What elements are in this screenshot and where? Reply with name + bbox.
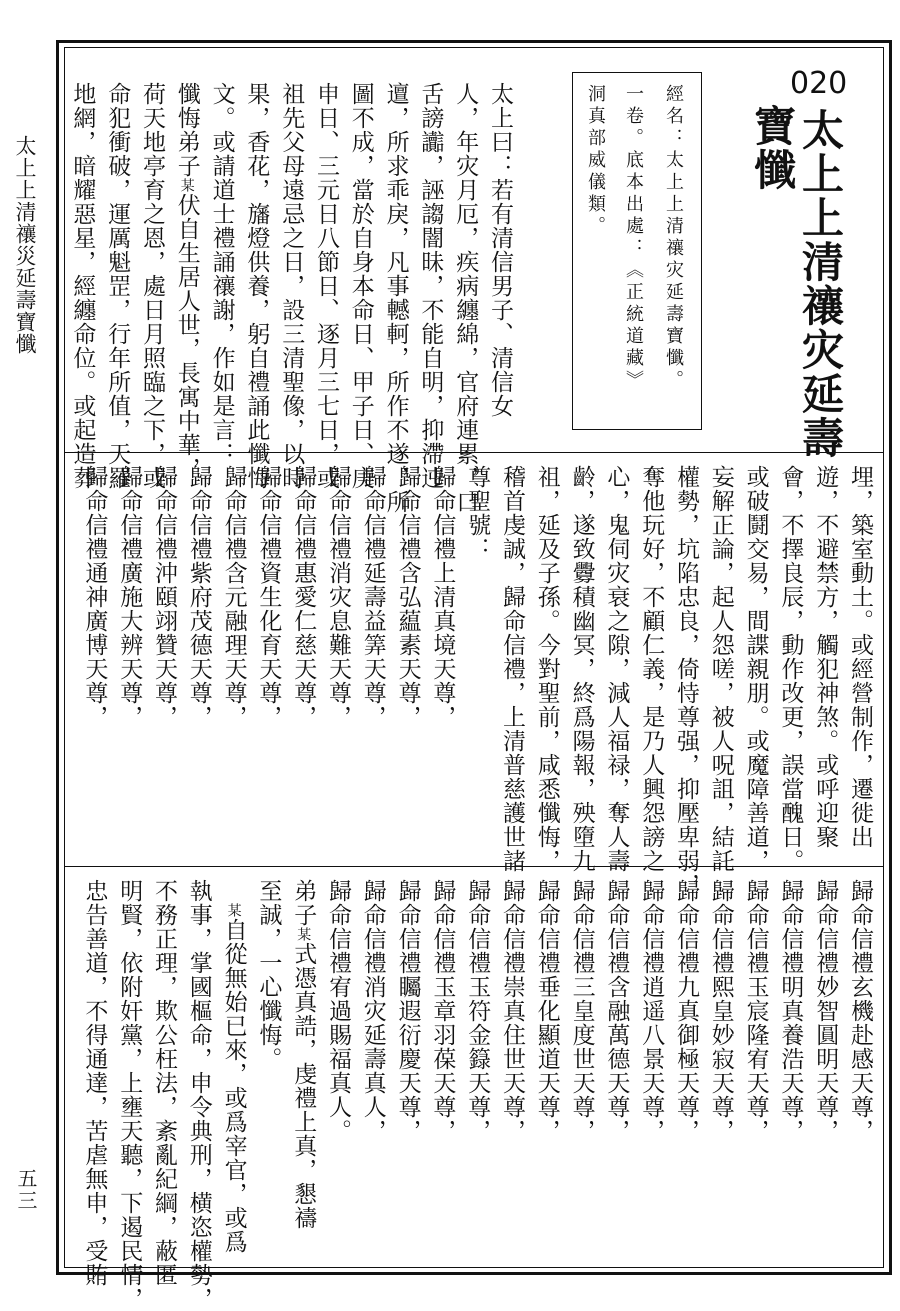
text-column: 歸命信禮崇真住世天尊， bbox=[499, 879, 525, 1143]
text-column: 歸命信禮上清真境天尊， bbox=[429, 465, 456, 729]
text-column: 歸命信禮玉宸隆宥天尊， bbox=[742, 879, 769, 1143]
text-column: 歸命信禮含元融理天尊， bbox=[220, 465, 247, 729]
text-column: 歸命信禮玉章羽葆天尊， bbox=[429, 879, 456, 1143]
text-column: 不務正理，欺公枉法，紊亂紀綱，蔽匿 bbox=[151, 879, 177, 1287]
text-column: 歸命信禮矚遐衍慶天尊， bbox=[394, 879, 421, 1143]
text-column: 明賢，依附奸黨，上壅天聽，下遏民情， bbox=[116, 879, 143, 1311]
text-column: 權勢，坑陷忠良，倚恃尊强，抑壓卑弱， bbox=[673, 465, 699, 897]
title-line-1: 太上上清禳灾延壽 bbox=[796, 108, 845, 460]
text-column: 歸命信禮三皇度世天尊， bbox=[568, 879, 595, 1143]
text-column: 執事，掌國樞命，申令典刑，横恣權勢， bbox=[185, 879, 212, 1311]
text-column: 歸命信禮消灾延壽真人， bbox=[359, 879, 386, 1143]
note-line: 經名：太上上清禳灾延壽寶懺。 bbox=[663, 84, 684, 392]
text-column: 遊，不避禁方，觸犯神煞。或呼迎聚 bbox=[812, 465, 839, 849]
text-column: 心，鬼伺灾衰之隙，減人福禄，奪人壽 bbox=[603, 465, 630, 873]
text-column: 人，年灾月厄，疾病纏綿，官府連累，口 bbox=[452, 82, 479, 514]
text-number: 020 bbox=[790, 66, 848, 101]
text-column: 果，香花，旛燈供養，躬自禮誦此懺悔 bbox=[243, 82, 270, 490]
text-column: 歸命信禮熙皇妙寂天尊， bbox=[707, 879, 734, 1143]
text-column: 歸命信禮沖頤翊贊天尊， bbox=[151, 465, 177, 729]
text-column: 歸命信禮廣施大辨天尊， bbox=[116, 465, 143, 729]
text-column: 歸命信禮妙智圓明天尊， bbox=[812, 879, 839, 1143]
text-column: 歸命信禮宥過賜福真人。 bbox=[325, 879, 351, 1143]
text-column: 歸命信禮明真養浩天尊， bbox=[777, 879, 804, 1143]
text-column: 歸命信禮垂化顯道天尊， bbox=[533, 879, 560, 1143]
text-column: 圖不成，當於自身本命日、甲子日、庚 bbox=[347, 82, 374, 490]
text-column: 歸命信禮紫府茂德天尊， bbox=[185, 465, 212, 729]
note-line: 洞真部威儀類。 bbox=[585, 84, 606, 238]
text-column: 歸命信禮九真御極天尊， bbox=[673, 879, 699, 1143]
text-column: 舌謗讟，誣謅闇昧，不能自明，抑滯迍 bbox=[417, 82, 444, 490]
text-column: 尊聖號： bbox=[464, 465, 491, 561]
text-column: 邅，所求乖戾，凡事轗軻，所作不遂，所 bbox=[382, 82, 409, 514]
text-column: 歸命信禮玄機赴感天尊， bbox=[847, 879, 873, 1143]
text-column: 命犯衝破，運厲魁罡，行年所值，天羅 bbox=[104, 82, 131, 490]
text-column: 歸命信禮延壽益筭天尊， bbox=[359, 465, 386, 729]
text-column: 文。或請道士禮誦禳謝，作如是言： bbox=[208, 82, 235, 466]
text-column: 埋，築室動土。或經營制作，遷徙出 bbox=[847, 465, 873, 849]
text-column: 妄解正論，起人怨嗟，被人呪詛，結託 bbox=[707, 465, 734, 873]
text-column: 歸命信禮資生化育天尊， bbox=[255, 465, 282, 729]
text-column: 弟子某式憑真誥，虔禮上真，懇禱 bbox=[290, 879, 317, 1230]
text-column: 祖，延及子孫。今對聖前，咸悉懺悔， bbox=[533, 465, 560, 873]
text-column: 歸命信禮含融萬德天尊， bbox=[603, 879, 630, 1143]
title-line-2: 寶懺 bbox=[748, 104, 797, 192]
small-glyph: 某 bbox=[178, 178, 195, 193]
text-column: 太上曰：若有清信男子、清信女 bbox=[487, 82, 513, 418]
small-glyph: 某 bbox=[295, 927, 312, 942]
text-column: 荷天地亭育之恩，處日月照臨之下，或 bbox=[139, 82, 165, 490]
note-line: 一卷。底本出處：《正統道藏》 bbox=[623, 84, 644, 392]
text-column: 齡，遂致釁積幽冥，終爲陽報，殃墮九 bbox=[568, 465, 595, 873]
page-number: 五三 bbox=[14, 1168, 38, 1212]
text-column: 祖先父母遠忌之日，設三清聖像，以時 bbox=[278, 82, 305, 490]
text-column: 奪他玩好，不顧仁義，是乃人興怨謗之 bbox=[638, 465, 665, 873]
small-glyph: 某 bbox=[225, 903, 242, 918]
running-title: 太上上清禳災延壽寶懺 bbox=[13, 135, 37, 355]
text-column: 歸命信禮通神廣博天尊， bbox=[81, 465, 108, 729]
text-column: 歸命信禮逍遥八景天尊， bbox=[638, 879, 665, 1143]
text-column: 至誠，一心懺悔。 bbox=[255, 879, 282, 1071]
text-column: 稽首虔誠，歸命信禮，上清普慈護世諸 bbox=[499, 465, 525, 873]
text-column: 申日、三元日八節日、逐月三七日，或 bbox=[313, 82, 339, 490]
text-column: 或破鬪交易，間諜親朋。或魔障善道， bbox=[742, 465, 769, 873]
text-column: 忠告善道，不得通達，苦虐無申，受賄 bbox=[81, 879, 108, 1287]
text-column: 歸命信禮玉符金籙天尊， bbox=[464, 879, 491, 1143]
text-column: 懺悔弟子某伏自生居人世，長寓中華， bbox=[173, 82, 200, 481]
text-column: 歸命信禮惠愛仁慈天尊， bbox=[290, 465, 317, 729]
text-column: 會，不擇良辰，動作改更，誤當醜日。 bbox=[777, 465, 804, 873]
text-column: 地網，暗耀惡星，經纏命位。或起造葬 bbox=[69, 82, 96, 490]
text-column: 某自從無始已來，或爲宰官，或爲 bbox=[220, 903, 247, 1254]
text-column: 歸命信禮消灾息難天尊， bbox=[325, 465, 351, 729]
text-column: 歸命信禮含弘藴素天尊， bbox=[394, 465, 421, 729]
